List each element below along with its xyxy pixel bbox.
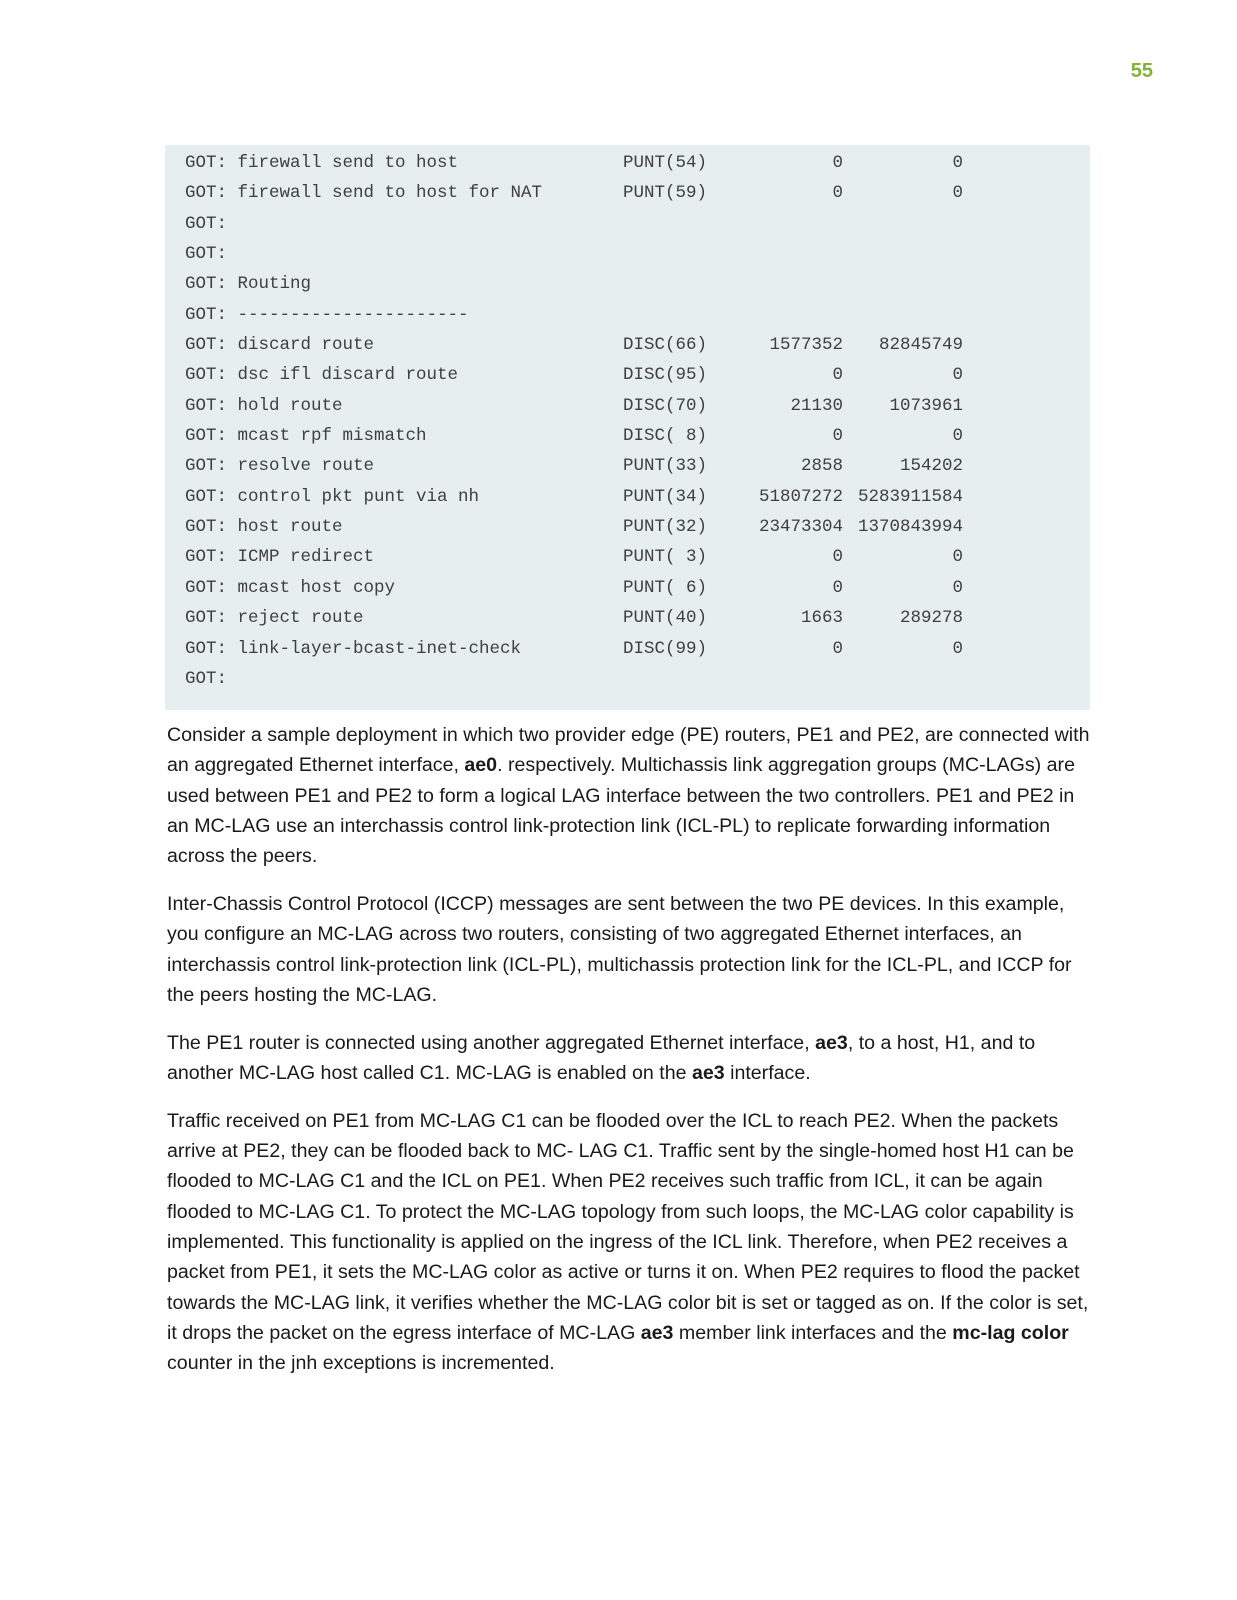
bold-term: ae3 bbox=[815, 1031, 848, 1054]
code-line bbox=[185, 542, 1090, 572]
code-line-packets: 0 bbox=[832, 638, 843, 659]
code-line-packets: 1577352 bbox=[769, 335, 843, 356]
code-line bbox=[185, 148, 1090, 178]
code-line bbox=[185, 421, 1090, 451]
code-line-bytes: 0 bbox=[952, 365, 963, 386]
code-line-bytes: 0 bbox=[952, 153, 963, 173]
code-line bbox=[185, 391, 1090, 421]
code-line bbox=[185, 269, 1090, 299]
code-line-label: GOT: ---------------------- bbox=[185, 304, 469, 325]
code-line-label: GOT: bbox=[185, 244, 228, 265]
code-line-packets: 0 bbox=[832, 153, 843, 173]
code-line-bytes bbox=[843, 269, 963, 299]
code-line-packets: 0 bbox=[832, 547, 843, 568]
code-line-packets: 1663 bbox=[800, 608, 843, 629]
code-line-bytes: 289278 bbox=[899, 608, 963, 629]
code-line-code bbox=[623, 664, 723, 694]
code-line-code: DISC( 8) bbox=[623, 426, 708, 447]
code-line-packets bbox=[723, 664, 843, 694]
code-line-bytes: 0 bbox=[952, 183, 963, 204]
code-line bbox=[185, 603, 1090, 633]
code-line-bytes: 1370843994 bbox=[857, 517, 963, 538]
text-segment: The PE1 router is connected using another aggregated Ethernet interface, bbox=[167, 1031, 816, 1054]
code-line bbox=[185, 360, 1090, 390]
code-line-code bbox=[623, 269, 723, 299]
code-line-label: GOT: reject route bbox=[185, 608, 364, 629]
code-line bbox=[185, 664, 1090, 694]
code-line-code: DISC(70) bbox=[623, 395, 708, 416]
text-segment: member link interfaces and the bbox=[673, 1321, 953, 1344]
code-line-label: GOT: control pkt punt via nh bbox=[185, 486, 480, 507]
code-line-packets bbox=[723, 239, 843, 269]
code-line-bytes: 1073961 bbox=[889, 395, 963, 416]
code-line-label: GOT: link-layer-bcast-inet-check bbox=[185, 638, 522, 659]
code-line-bytes: 0 bbox=[952, 426, 963, 447]
code-line bbox=[185, 451, 1090, 481]
code-line-label: GOT: mcast rpf mismatch bbox=[185, 426, 427, 447]
code-line-label: GOT: bbox=[185, 668, 228, 689]
code-line bbox=[185, 209, 1090, 239]
code-line-packets: 0 bbox=[832, 183, 843, 204]
paragraph bbox=[167, 1028, 1092, 1089]
code-line-packets: 2858 bbox=[800, 456, 843, 477]
bold-term: ae0 bbox=[464, 754, 498, 777]
code-line-packets: 51807272 bbox=[758, 486, 843, 507]
code-line-bytes: 0 bbox=[952, 547, 963, 568]
code-line-bytes bbox=[843, 239, 963, 269]
text-segment: . respectively. Multichassis link aggregation groups (MC-LAGs) are used between PE1 and PE2 to form a logical LAG interface between the two controllers. PE1 and PE2 in an MC-LAG use an interchassis control link-protection link (ICL-PL) to replicate forwarding information across the peers. bbox=[167, 754, 1075, 868]
code-line bbox=[185, 178, 1090, 208]
code-line-code: DISC(99) bbox=[623, 638, 708, 659]
code-line-code: PUNT(34) bbox=[623, 486, 708, 507]
code-line-packets bbox=[723, 209, 843, 239]
code-line-label: GOT: hold route bbox=[185, 395, 343, 416]
code-line-bytes bbox=[843, 300, 963, 330]
text-segment: , to a host, H1, and to another MC-LAG host called C1. MC-LAG is enabled on the bbox=[167, 1031, 1036, 1084]
text-segment: counter in the jnh exceptions is incremented. bbox=[167, 1352, 555, 1375]
paragraph bbox=[167, 720, 1092, 871]
code-line-label: GOT: mcast host copy bbox=[185, 577, 396, 598]
code-line-code: PUNT(33) bbox=[623, 456, 708, 477]
text-segment: Consider a sample deployment in which two provider edge (PE) routers, PE1 and PE2, are connected with an aggregated Ethernet interface, bbox=[167, 724, 1090, 777]
bold-term: ae3 bbox=[640, 1321, 674, 1344]
code-line-bytes: 154202 bbox=[899, 456, 963, 477]
bold-term: ae3 bbox=[691, 1061, 725, 1084]
code-line-packets: 0 bbox=[832, 365, 843, 386]
code-line-bytes bbox=[843, 664, 963, 694]
code-line-code: PUNT(54) bbox=[623, 153, 708, 173]
code-line-label: GOT: ICMP redirect bbox=[185, 547, 375, 568]
code-line-code bbox=[623, 209, 723, 239]
paragraph bbox=[167, 889, 1092, 1010]
code-line-label: GOT: dsc ifl discard route bbox=[185, 365, 459, 386]
bold-term: mc-lag color bbox=[952, 1321, 1069, 1344]
code-line-packets: 23473304 bbox=[758, 517, 843, 538]
code-line-code: PUNT(32) bbox=[623, 517, 708, 538]
code-line bbox=[185, 239, 1090, 269]
code-line-label: GOT: firewall send to host bbox=[185, 153, 459, 173]
code-line-label: GOT: discard route bbox=[185, 335, 375, 356]
page-number: 55 bbox=[1130, 60, 1153, 82]
text-segment: interface. bbox=[724, 1061, 811, 1084]
code-line-bytes bbox=[843, 209, 963, 239]
code-line bbox=[185, 512, 1090, 542]
code-line bbox=[185, 330, 1090, 360]
text-segment: Inter-Chassis Control Protocol (ICCP) messages are sent between the two PE devices. In this example, you configure an MC-LAG across two routers, consisting of two aggregated Ethernet interfaces, an interchassis control link-protection link (ICL-PL), multichassis protection link for the ICL-PL, and ICCP for the peers hosting the MC-LAG. bbox=[167, 892, 1072, 1006]
code-line-packets: 0 bbox=[832, 426, 843, 447]
code-line-bytes: 82845749 bbox=[878, 335, 963, 356]
code-line-label: GOT: Routing bbox=[185, 274, 312, 295]
code-line-packets bbox=[723, 269, 843, 299]
code-line bbox=[185, 634, 1090, 664]
code-line-bytes: 0 bbox=[952, 638, 963, 659]
code-line bbox=[185, 573, 1090, 603]
code-line-code bbox=[623, 300, 723, 330]
code-line-code: PUNT(59) bbox=[623, 183, 708, 204]
code-line-code: DISC(66) bbox=[623, 335, 708, 356]
code-block bbox=[165, 145, 1090, 710]
code-line-code: PUNT( 3) bbox=[623, 547, 708, 568]
code-line bbox=[185, 300, 1090, 330]
text-segment: Traffic received on PE1 from MC-LAG C1 can be flooded over the ICL to reach PE2. When the packets arrive at PE2, they can be flooded back to MC- LAG C1. Traffic sent by the single-homed host H1 can be flooded to MC-LAG C1 and the ICL on PE1. When PE2 receives such traffic from ICL, it can be again flooded to MC-LAG C1. To protect the MC-LAG topology from such loops, the MC-LAG color capability is implemented. This functionality is applied on the ingress of the ICL link. Therefore, when PE2 receives a packet from PE1, it sets the MC-LAG color as active or turns it on. When PE2 requires to flood the packet towards the MC-LAG link, it verifies whether the MC-LAG color bit is set or tagged as on. If the color is set, it drops the packet on the egress interface of MC-LAG bbox=[167, 1109, 1089, 1344]
code-line-code: PUNT( 6) bbox=[623, 577, 708, 598]
code-line-label: GOT: firewall send to host for NAT bbox=[185, 183, 543, 204]
code-line-label: GOT: bbox=[185, 213, 228, 234]
code-line-packets: 0 bbox=[832, 577, 843, 598]
body-text bbox=[167, 720, 1092, 1396]
code-line-bytes: 5283911584 bbox=[857, 486, 963, 507]
code-line-label: GOT: host route bbox=[185, 517, 343, 538]
code-line-code: PUNT(40) bbox=[623, 608, 708, 629]
code-line-label: GOT: resolve route bbox=[185, 456, 375, 477]
code-line bbox=[185, 482, 1090, 512]
code-line-packets: 21130 bbox=[790, 395, 843, 416]
code-line-bytes: 0 bbox=[952, 577, 963, 598]
paragraph bbox=[167, 1106, 1092, 1379]
code-line-packets bbox=[723, 300, 843, 330]
code-line-code: DISC(95) bbox=[623, 365, 708, 386]
code-line-code bbox=[623, 239, 723, 269]
